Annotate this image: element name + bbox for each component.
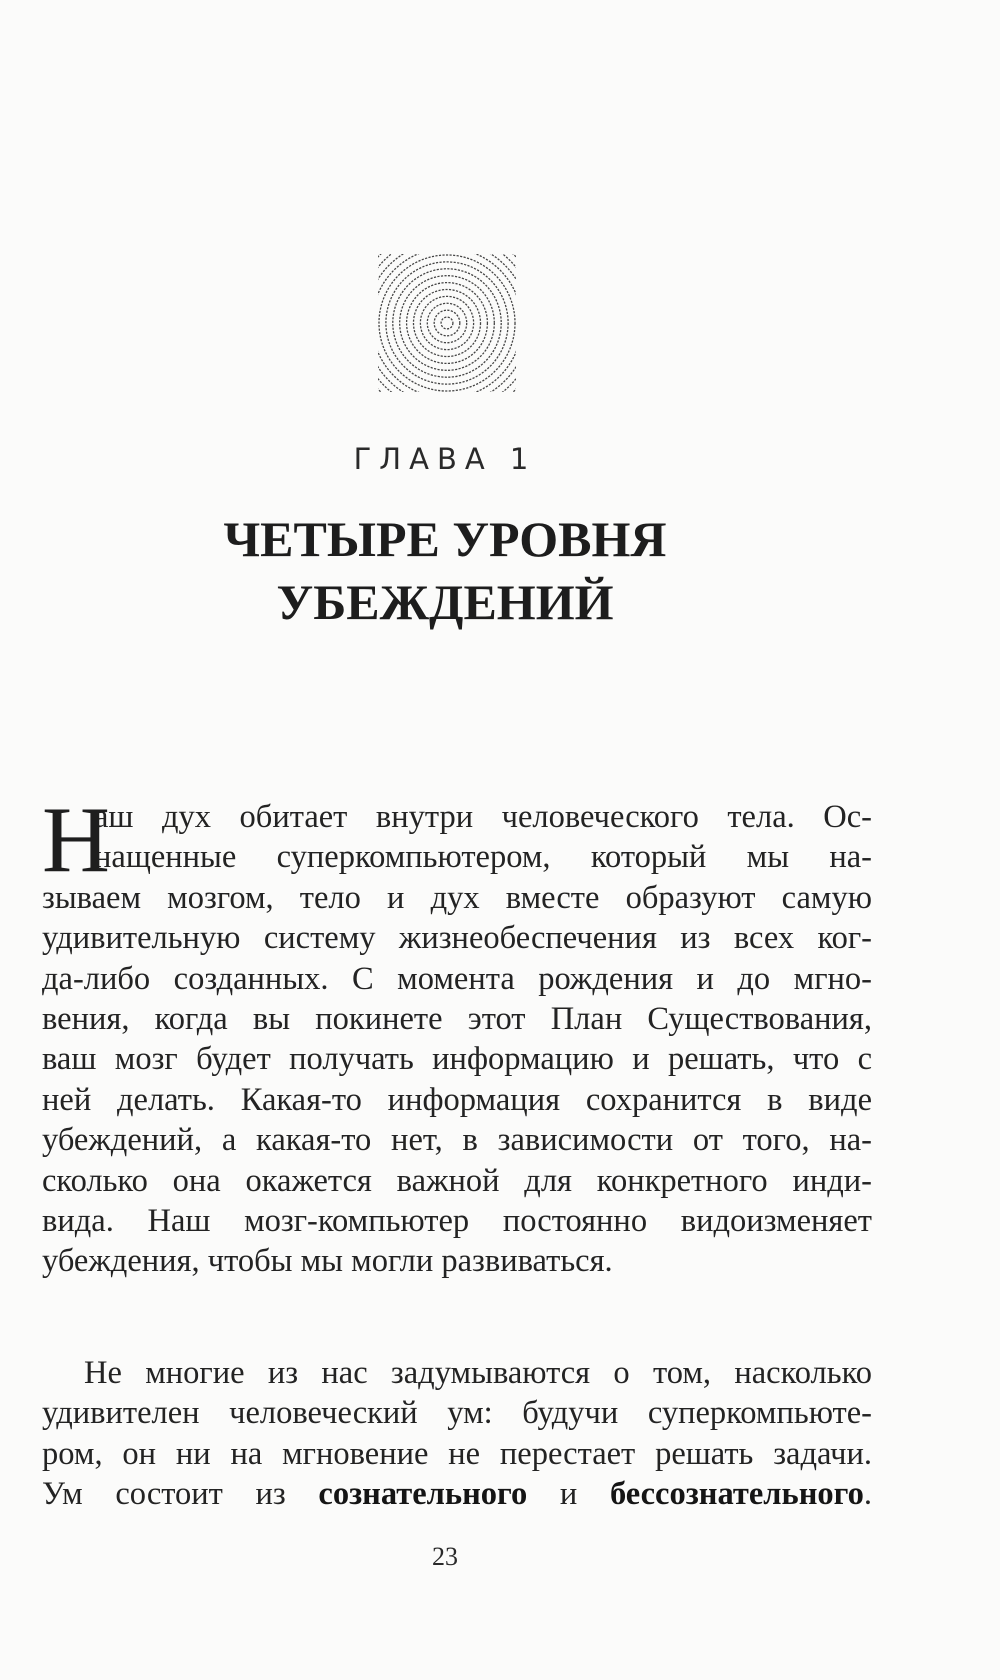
text-line: вида. Наш мозг-компьютер постоянно видоизменяет — [42, 1202, 872, 1239]
text-line: удивителен человеческий ум: будучи суперкомпьюте- — [42, 1395, 872, 1432]
chapter-title-line-2: УБЕЖДЕНИЙ — [276, 574, 614, 630]
text-line: убеждений, а какая-то нет, в зависимости от того, на- — [42, 1122, 872, 1159]
text-line: ваш мозг будет получать информацию и решать, что с — [42, 1041, 872, 1078]
page-number: 23 — [432, 1542, 458, 1571]
bold-term-unconscious: бессознательного — [609, 1476, 864, 1513]
chapter-title-line-1: ЧЕТЫРЕ УРОВНЯ — [223, 511, 667, 567]
chapter-title — [0, 508, 890, 634]
concentric-circles-icon — [378, 254, 516, 392]
drop-cap: Н — [42, 788, 110, 892]
text-run: и — [559, 1476, 578, 1513]
paragraph-1 — [42, 788, 872, 1282]
text-line: вения, когда вы покинете этот План Существования, — [42, 1000, 872, 1037]
text-line: зываем мозгом, тело и дух вместе образуют самую — [42, 879, 872, 916]
text-run: . — [863, 1476, 873, 1513]
chapter-label: ГЛАВА 1 — [353, 442, 537, 476]
text-line: да-либо созданных. С момента рождения и до мгно- — [42, 960, 872, 997]
text-line: сколько она окажется важной для конкретного инди- — [42, 1162, 872, 1199]
text-line: нащенные суперкомпьютером, который мы на- — [94, 839, 872, 876]
text-line: убеждения, чтобы мы могли развиваться. — [42, 1243, 613, 1280]
text-line: аш дух обитает внутри человеческого тела. Ос- — [94, 799, 872, 835]
text-line: ром, он ни на мгновение не перестает решать задачи. — [42, 1435, 872, 1472]
text-line: ней делать. Какая-то информация сохранится в виде — [42, 1081, 872, 1118]
text-line: удивительную систему жизнеобеспечения из всех ког- — [42, 920, 872, 957]
bold-term-conscious: сознательного — [318, 1476, 528, 1513]
text-run: Ум состоит из — [42, 1476, 286, 1513]
text-line-with-bold-terms — [42, 1474, 872, 1514]
paragraph-2 — [42, 1353, 872, 1515]
text-line: Не многие из нас задумываются о том, насколько — [84, 1355, 872, 1391]
